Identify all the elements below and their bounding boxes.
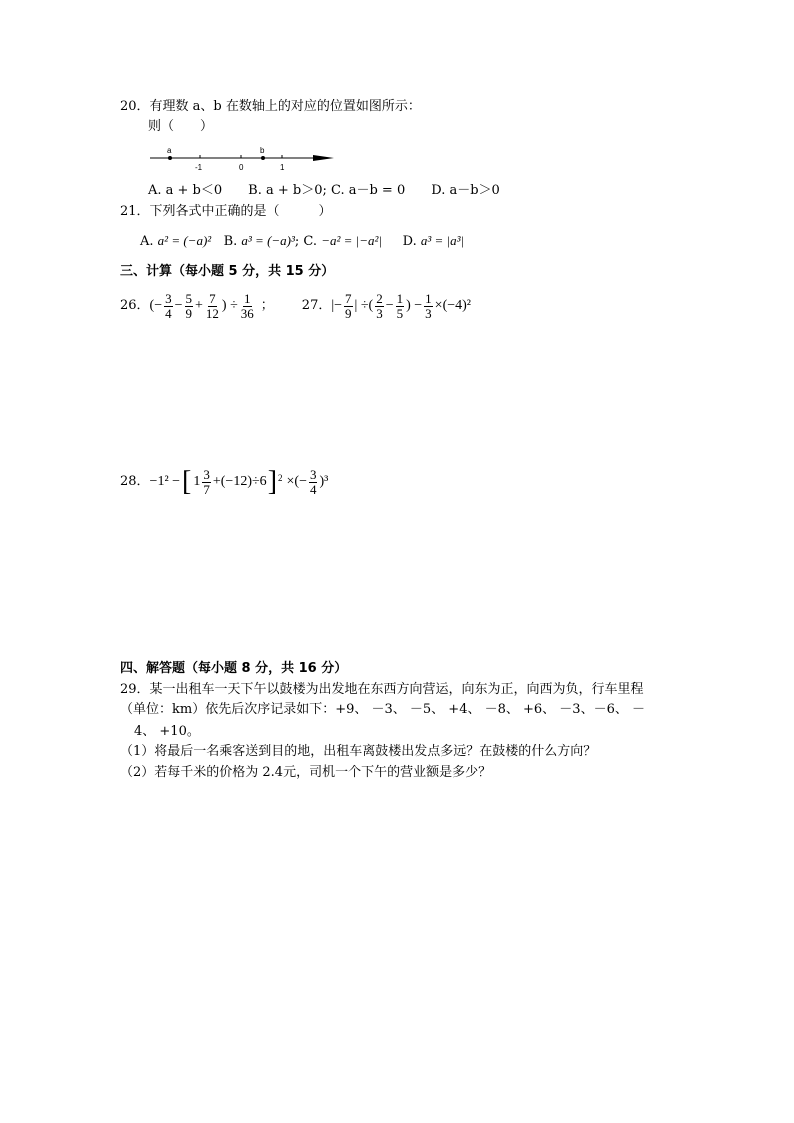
- q28-expression: −1² − [ 1 $\frac{3}{7}$ +(−12)÷6 ] $^2$ ×(− $\frac{3}{4}$ )³: [149, 466, 329, 497]
- q26-number: 26．: [120, 298, 150, 313]
- section-3-title: 三、计算（每小题 5 分，共 15 分）: [120, 264, 335, 279]
- point-a: [168, 156, 172, 160]
- q29-part-2: （2）若每千米的价格为 2.4元，司机一个下午的营业额是多少？: [120, 765, 492, 780]
- q21-option-c-expr: −a² = |−a²|: [321, 233, 382, 248]
- fraction: $\frac{7}{9}$: [345, 290, 352, 321]
- q21-option-a-expr: a² = (−a)²: [157, 233, 212, 248]
- fraction: $\frac{1}{5}$: [396, 290, 404, 321]
- tick-label-one: 1: [280, 163, 285, 172]
- tick-label-zero: 0: [239, 163, 244, 172]
- q21-option-b-label: B.: [223, 234, 238, 249]
- q28-row: [120, 460, 328, 504]
- q21-option-d-expr: a³ = |a³|: [420, 233, 465, 248]
- tick-label-minus-one: -1: [195, 163, 203, 172]
- q29-part-1: （1）将最后一名乘客送到目的地，出租车离鼓楼出发点多远？在鼓楼的什么方向？: [120, 744, 597, 759]
- fraction: $\frac{2}{3}$: [376, 290, 383, 321]
- fraction: $\frac{3}{4}$: [309, 466, 317, 497]
- fraction: $\frac{1}{3}$: [425, 290, 432, 321]
- q29-line-2: （单位：km）依先后次序记录如下：+9、 －3、 －5、 +4、 －8、 +6、 －3、－6、 －: [120, 702, 645, 717]
- q27-expression: |− $\frac{7}{9}$ | ÷( $\frac{2}{3}$ − $\frac{1}{5}$ ) − $\frac{1}{3}$ ×(−4)²: [331, 290, 471, 321]
- label-a: a: [167, 146, 172, 155]
- q21-options: [140, 233, 464, 250]
- q21-option-a-label: A.: [140, 234, 154, 249]
- q29-line-1: 29．某一出租车一天下午以鼓楼为出发地在东西方向营运，向东为正，向西为负，行车里程: [120, 682, 644, 697]
- q26-expression: (− $\frac{3}{4}$ − $\frac{5}{9}$ + $\frac{7}{12}$ ) ÷ $\frac{1}{36}$: [149, 290, 254, 321]
- q20-stem: 20．有理数 a、b 在数轴上的对应的位置如图所示：: [120, 99, 421, 114]
- fraction: $\frac{3}{4}$: [165, 290, 172, 321]
- q26-q27-row: [120, 288, 471, 324]
- fraction: $\frac{7}{12}$: [205, 290, 219, 321]
- section-4-title: 四、解答题（每小题 8 分，共 16 分）: [120, 661, 348, 676]
- q21-option-c-label: ; C.: [294, 234, 318, 249]
- axis-arrow-icon: [313, 155, 334, 161]
- fraction: $\frac{3}{7}$: [203, 466, 210, 497]
- point-b: [261, 156, 265, 160]
- fraction: $\frac{1}{36}$: [240, 290, 254, 321]
- q26-separator: ；: [260, 298, 274, 313]
- q20-answer-blank: 则（ ）: [148, 119, 214, 134]
- label-b: b: [260, 146, 265, 155]
- q21-stem: 21．下列各式中正确的是（ ）: [120, 204, 332, 219]
- fraction: $\frac{5}{9}$: [185, 290, 193, 321]
- q21-option-b-expr: a³ = (−a)³: [241, 233, 295, 248]
- q28-number: 28．: [120, 474, 150, 489]
- q29-line-3: 4、 +10。: [134, 724, 200, 739]
- q20-options: A. a + b＜0 B. a + b＞0; C. a－b = 0 D. a－b＞0: [148, 183, 500, 198]
- q21-option-d-label: D.: [402, 234, 417, 249]
- q27-number: 27．: [301, 298, 332, 313]
- number-line-figure: [148, 143, 338, 173]
